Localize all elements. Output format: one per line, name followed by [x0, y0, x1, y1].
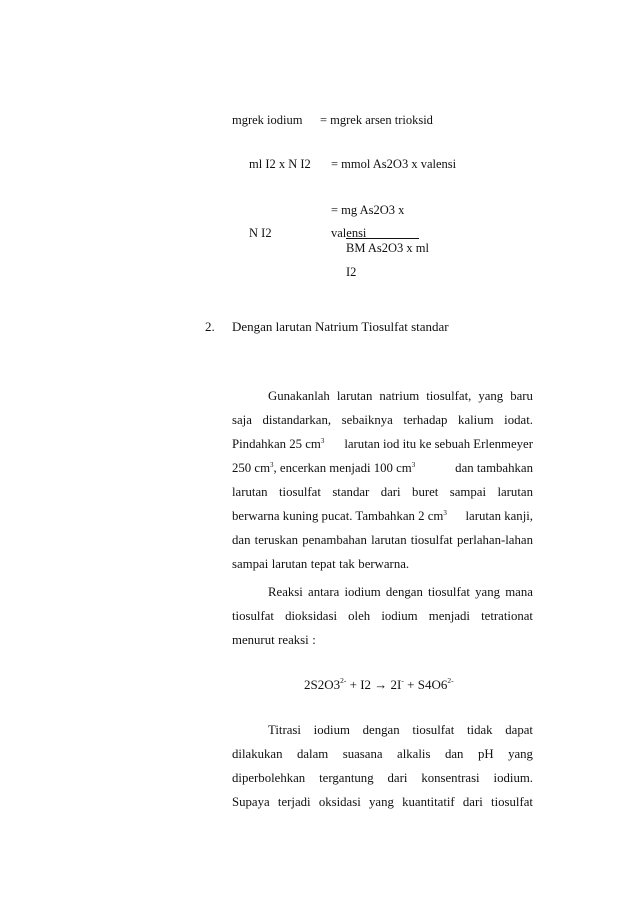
section-heading: Dengan larutan Natrium Tiosulfat standar	[232, 319, 449, 334]
word: kalium	[458, 413, 494, 427]
word: dari	[462, 795, 483, 809]
word: sebaiknya	[341, 413, 393, 427]
word: tiosulfat	[278, 485, 321, 499]
eq3-rhs-mid: valensi	[331, 226, 367, 240]
eq3-denominator-2: I2	[346, 265, 357, 279]
paragraph-2	[232, 580, 533, 652]
word: sampai	[449, 485, 487, 499]
word: terhadap	[403, 413, 448, 427]
word: larutan	[336, 389, 373, 403]
word: dari	[380, 485, 401, 499]
word: konsentrasi	[421, 771, 480, 785]
paragraph-line	[232, 432, 533, 456]
word: iodium	[381, 609, 418, 623]
word: suasana	[342, 747, 383, 761]
word: tiosulfat,	[426, 389, 472, 403]
eq2-rhs: = mmol As2O3 x valensi	[331, 157, 457, 171]
word: tiosulfat	[412, 723, 455, 737]
paragraph-line	[232, 580, 533, 604]
eq3-denominator-1: BM As2O3 x ml	[346, 241, 430, 255]
word: larutan	[497, 485, 533, 499]
word: berwarna.	[358, 557, 410, 571]
word: dengan	[362, 723, 400, 737]
paragraph-line	[232, 604, 533, 628]
paragraph-line	[232, 718, 533, 742]
reaction-equation: $2S2O3^{2-} + I2 \to 2I^- + S4O6^{2-}$	[304, 676, 454, 692]
word: larutan	[271, 557, 308, 571]
word: reaksi	[278, 633, 309, 647]
word: baru	[510, 389, 533, 403]
eq3-lhs: N I2	[249, 226, 272, 240]
word: dilakukan	[232, 747, 283, 761]
paragraph-line	[232, 408, 533, 432]
paragraph-1	[232, 384, 533, 576]
paragraph-line	[232, 384, 533, 408]
paragraph-line	[232, 480, 533, 504]
word: menurut	[232, 633, 275, 647]
word: tiosulfat	[428, 585, 470, 599]
eq1-lhs: mgrek iodium	[232, 113, 303, 127]
paragraph-line	[232, 766, 533, 790]
word: tiosulfat	[410, 533, 453, 547]
word: Gunakanlah	[268, 389, 330, 403]
paragraph-line	[232, 504, 533, 528]
word: sampai	[232, 557, 269, 571]
word: dan	[444, 747, 464, 761]
word: Titrasi	[268, 723, 301, 737]
word: diperbolehkan	[232, 771, 306, 785]
word: yang	[475, 585, 501, 599]
word: terjadi	[277, 795, 311, 809]
word: tepat	[310, 557, 336, 571]
paragraph-line	[232, 790, 533, 814]
word: antara	[308, 585, 340, 599]
word: Supaya	[232, 795, 270, 809]
paragraph-line	[232, 528, 533, 552]
word: saja	[232, 413, 252, 427]
text-segment: dan tambahkan	[455, 461, 533, 475]
paragraph-line	[232, 456, 533, 480]
word: tidak	[466, 723, 493, 737]
word: menjadi	[428, 609, 470, 623]
section-number: 2.	[205, 319, 215, 334]
word: buret	[412, 485, 439, 499]
word: oleh	[348, 609, 371, 623]
word: standar	[332, 485, 370, 499]
word: :	[312, 633, 316, 647]
word: dioksidasi	[285, 609, 337, 623]
word: dapat	[505, 723, 533, 737]
word: iodium	[313, 723, 350, 737]
word: larutan	[371, 533, 407, 547]
word: teruskan	[254, 533, 299, 547]
word: mana	[505, 585, 533, 599]
paragraph-line	[232, 552, 533, 576]
word: iodat.	[504, 413, 533, 427]
word: alkalis	[397, 747, 431, 761]
word: kuantitatif	[402, 795, 455, 809]
word: tak	[339, 557, 355, 571]
word: perlahan-lahan	[456, 533, 533, 547]
word: yang	[508, 747, 533, 761]
word: yang	[368, 795, 394, 809]
word: pH	[477, 747, 494, 761]
text-segment: larutan kanji,	[465, 509, 533, 523]
reaction-arrow-icon: →	[374, 677, 388, 692]
word: tiosulfat	[232, 609, 274, 623]
word: dari	[387, 771, 408, 785]
word: tiosulfat	[491, 795, 533, 809]
paragraph-line	[232, 742, 533, 766]
word: dengan	[385, 585, 423, 599]
text-segment: berwarna kuning pucat. Tambahkan 2 $cm^3$	[232, 509, 447, 523]
word: distandarkan,	[262, 413, 332, 427]
text-segment: 250 $cm^3$, encerkan menjadi 100 $cm^3$	[232, 461, 416, 475]
word: dalam	[296, 747, 329, 761]
text-segment: larutan iod itu ke sebuah Erlenmeyer	[344, 437, 533, 451]
word: dan	[232, 533, 251, 547]
eq3-rhs-top: = mg As2O3 x	[331, 203, 405, 217]
word: iodium	[344, 585, 381, 599]
word: penambahan	[302, 533, 367, 547]
paragraph-line	[232, 628, 533, 652]
eq2-lhs: ml I2 x N I2	[249, 157, 311, 171]
fraction-line	[346, 238, 419, 239]
text-segment: Pindahkan 25 $cm^3$	[232, 437, 325, 451]
word: iodium.	[493, 771, 533, 785]
word: Reaksi	[268, 585, 303, 599]
word: larutan	[232, 485, 268, 499]
paragraph-3	[232, 718, 533, 814]
word: tergantung	[319, 771, 374, 785]
word: oksidasi	[318, 795, 361, 809]
eq1-rhs: = mgrek arsen trioksid	[320, 113, 433, 127]
word: yang	[478, 389, 504, 403]
word: tetrationat	[481, 609, 533, 623]
word: natrium	[379, 389, 420, 403]
